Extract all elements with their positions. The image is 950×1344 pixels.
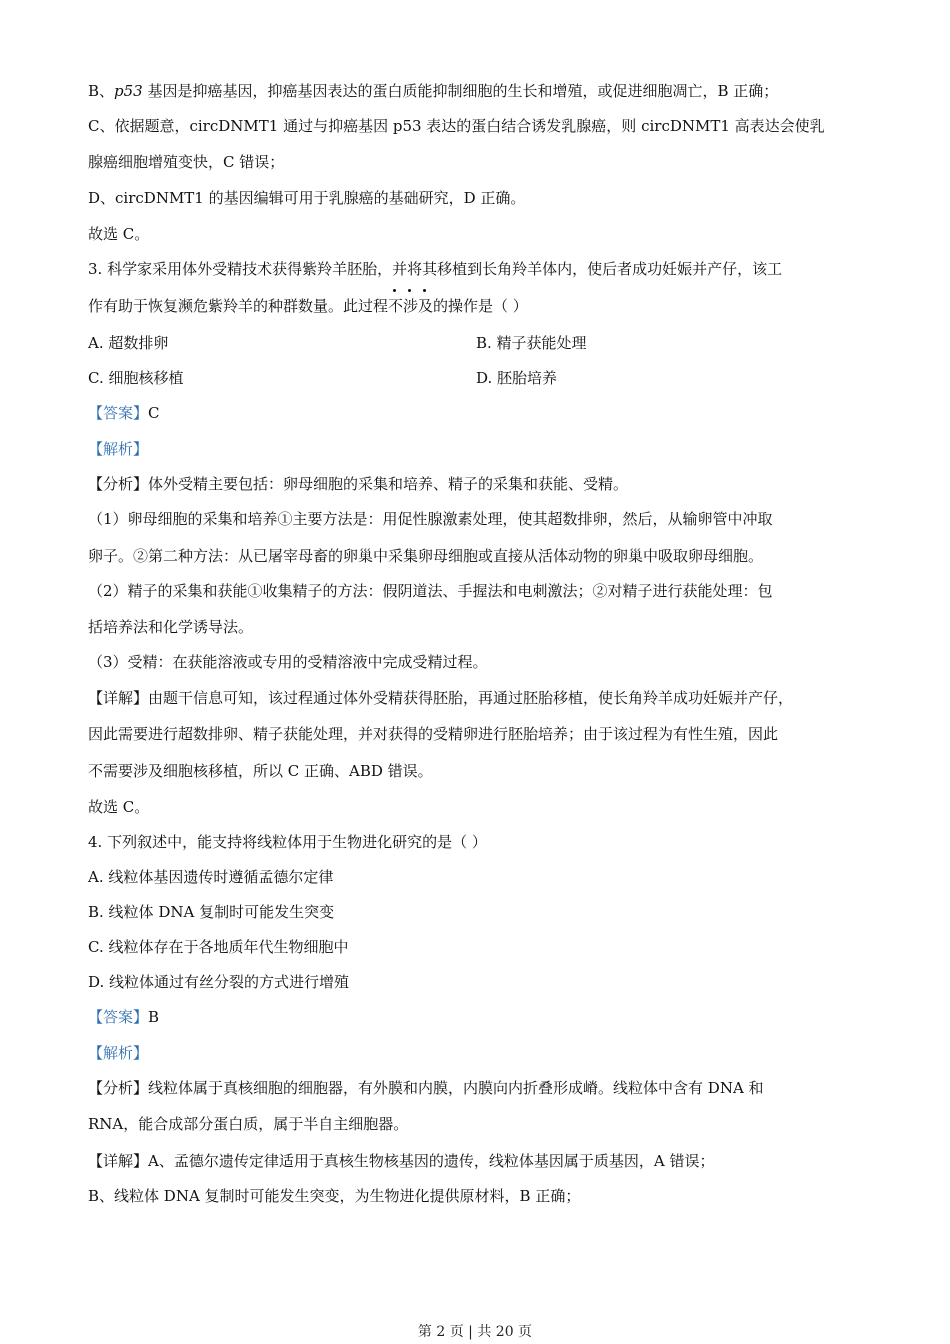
option-c: C. 细胞核移植 xyxy=(88,369,184,387)
option-d: D. 胚胎培养 xyxy=(476,369,558,387)
text-line: B、线粒体 DNA 复制时可能发生突变，为生物进化提供原材料，B 正确； xyxy=(88,1187,581,1205)
text-line: 卵子。②第二种方法：从已屠宰母畜的卵巢中采集卵母细胞或直接从活体动物的卵巢中吸取卵母细胞。 xyxy=(88,547,764,565)
option-d: D. 线粒体通过有丝分裂的方式进行增殖 xyxy=(88,973,350,991)
question-3-stem: 3. 科学家采用体外受精技术获得紫羚羊胚胎，并将其移植到长角羚羊体内，使后者成功妊娠并产仔，该工 xyxy=(88,260,783,278)
text-line: 不需要涉及细胞核移植，所以 C 正确、ABD 错误。 xyxy=(88,762,433,780)
detail-line: 【详解】A、孟德尔遗传定律适用于真核生物核基因的遗传，线粒体基因属于质基因，A 错误； xyxy=(88,1152,715,1170)
text-line: 故选 C。 xyxy=(88,798,150,816)
question-3-stem-cont: 作有助于恢复濒危紫羚羊的种群数量。此过程 不涉及的操作是（ ） xyxy=(88,296,528,316)
option-b: B. 线粒体 DNA 复制时可能发生突变 xyxy=(88,903,335,921)
text-line: （3）受精：在获能溶液或专用的受精溶液中完成受精过程。 xyxy=(88,653,488,671)
answer-line: 【答案】B xyxy=(88,1008,160,1026)
text-line: （1）卵母细胞的采集和培养①主要方法是：用促性腺激素处理，使其超数排卵，然后，从输卵管中冲取 xyxy=(88,510,773,528)
option-c: C. 线粒体存在于各地质年代生物细胞中 xyxy=(88,938,349,956)
detail-line: 【详解】由题干信息可知，该过程通过体外受精获得胚胎，再通过胚胎移植，使长角羚羊成功妊娠并产仔， xyxy=(88,689,794,707)
text-line: 腺癌细胞增殖变快，C 错误； xyxy=(88,153,285,171)
emphasis-dots: 不涉及 xyxy=(388,297,433,315)
text-line: B、p53 基因是抑癌基因，抑癌基因表达的蛋白质能抑制细胞的生长和增殖，或促进细胞凋亡，B 正确； xyxy=(88,82,779,100)
text-line: （2）精子的采集和获能①收集精子的方法：假阴道法、手握法和电刺激法；②对精子进行获能处理：包 xyxy=(88,582,773,600)
analysis-line: 【分析】线粒体属于真核细胞的细胞器，有外膜和内膜，内膜向内折叠形成嵴。线粒体中含有 DNA 和 xyxy=(88,1079,764,1097)
option-b: B. 精子获能处理 xyxy=(476,334,587,352)
text-line: 故选 C。 xyxy=(88,225,150,243)
text-line: RNA，能合成部分蛋白质，属于半自主细胞器。 xyxy=(88,1115,409,1133)
jiexi-label: 【解析】 xyxy=(88,440,149,458)
text-line: 括培养法和化学诱导法。 xyxy=(88,618,254,636)
option-a: A. 超数排卵 xyxy=(88,334,169,352)
analysis-line: 【分析】体外受精主要包括：卵母细胞的采集和培养、精子的采集和获能、受精。 xyxy=(88,475,629,493)
text-line: C、依据题意，circDNMT1 通过与抑癌基因 p53 表达的蛋白结合诱发乳腺癌，则 circDNMT1 高表达会使乳 xyxy=(88,117,825,135)
text-line: 因此需要进行超数排卵、精子获能处理，并对获得的受精卵进行胚胎培养；由于该过程为有性生殖，因此 xyxy=(88,725,779,743)
jiexi-label: 【解析】 xyxy=(88,1044,149,1062)
question-4-stem: 4. 下列叙述中，能支持将线粒体用于生物进化研究的是（ ） xyxy=(88,833,487,851)
text-line: D、circDNMT1 的基因编辑可用于乳腺癌的基础研究，D 正确。 xyxy=(88,189,526,207)
answer-line: 【答案】C xyxy=(88,404,160,422)
page-footer: 第 2 页 | 共 20 页 xyxy=(417,1324,533,1340)
option-a: A. 线粒体基因遗传时遵循孟德尔定律 xyxy=(88,868,334,886)
